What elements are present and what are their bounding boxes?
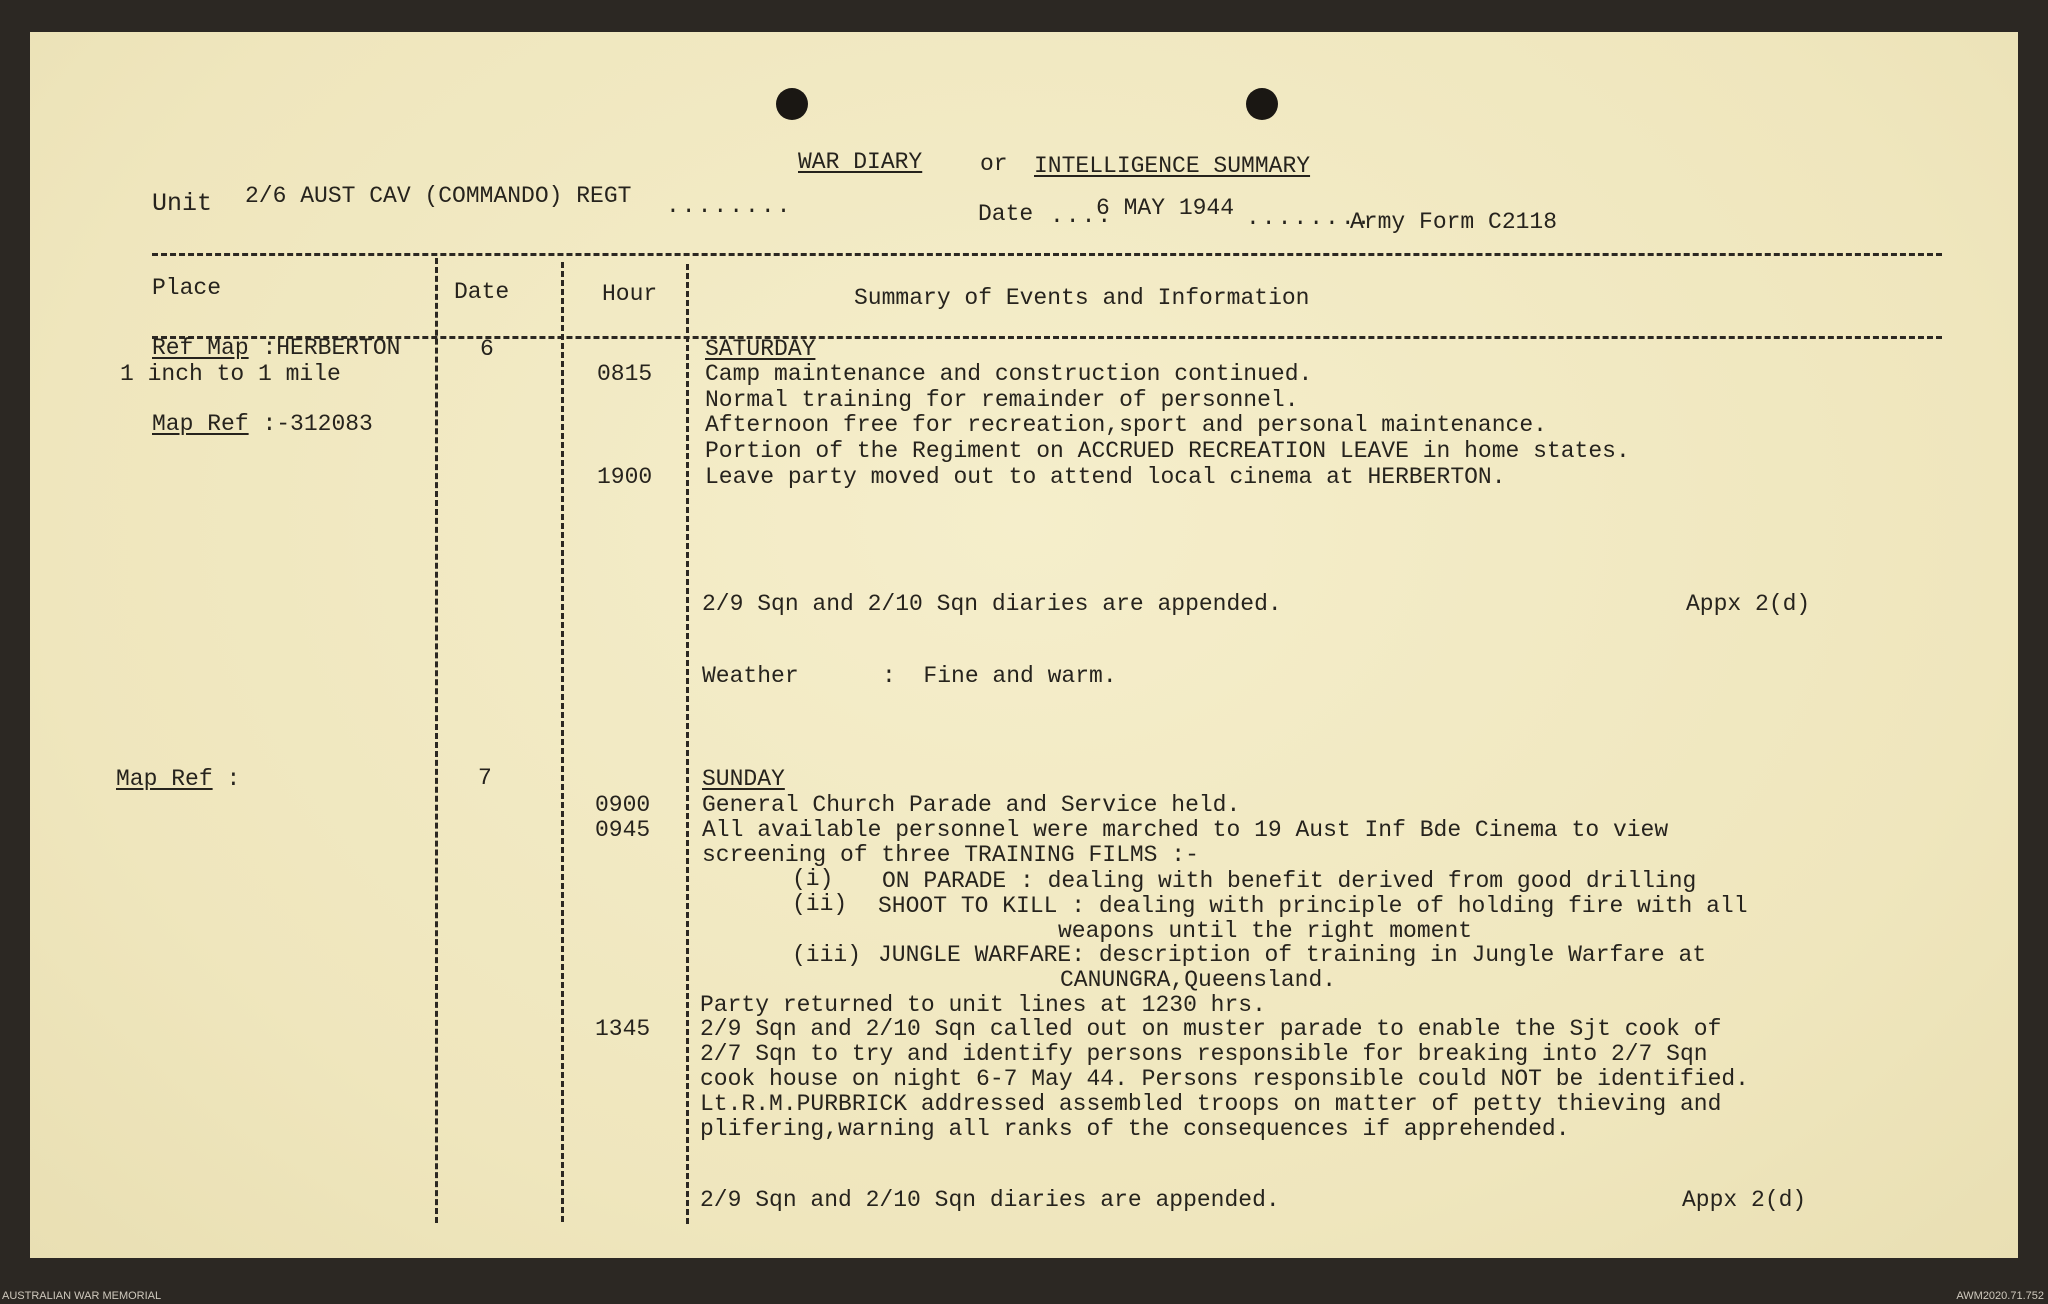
day1-map-ref-value: :-312083 <box>262 411 373 437</box>
day1-heading: SATURDAY <box>705 336 816 362</box>
day2-para-line-5: plifering,warning all ranks of the consequences if apprehended. <box>700 1116 1570 1142</box>
day1-place-ref-map <box>152 336 400 361</box>
day2-line-2: All available personnel were marched to 19 Aust Inf Bde Cinema to view <box>702 817 1669 843</box>
day2-film-2: SHOOT TO KILL : dealing with principle of holding fire with all <box>878 893 1748 919</box>
day1-diaries-note: 2/9 Sqn and 2/10 Sqn diaries are appended. <box>702 591 1282 617</box>
day2-heading: SUNDAY <box>702 766 785 792</box>
footer-archive-name: AUSTRALIAN WAR MEMORIAL <box>2 1290 162 1302</box>
day2-place-map-ref <box>116 767 240 792</box>
day1-line-1: Camp maintenance and construction continued. <box>705 361 1313 387</box>
unit-value: 2/6 AUST CAV (COMMANDO) REGT <box>245 183 632 209</box>
day2-film-3-number: (iii) <box>792 942 862 968</box>
day2-date: 7 <box>478 765 492 791</box>
day1-hour-1: 0815 <box>597 361 653 387</box>
day1-line-5: Leave party moved out to attend local cinema at HERBERTON. <box>705 464 1506 490</box>
day1-line-3: Afternoon free for recreation,sport and personal maintenance. <box>705 412 1547 438</box>
day2-film-3-continued: CANUNGRA,Queensland. <box>1060 967 1337 993</box>
day1-map-ref-label: Map Ref <box>152 411 249 437</box>
day1-place-map-ref <box>152 412 373 437</box>
day2-map-ref-label: Map Ref <box>116 766 213 792</box>
day2-film-3: JUNGLE WARFARE: description of training in Jungle Warfare at <box>878 942 1707 968</box>
day2-line-1: General Church Parade and Service held. <box>702 792 1241 818</box>
day2-para-line-2: 2/7 Sqn to try and identify persons responsible for breaking into 2/7 Sqn <box>700 1041 1708 1067</box>
day2-diaries-note: 2/9 Sqn and 2/10 Sqn diaries are appended. <box>700 1187 1280 1213</box>
day1-place-scale: 1 inch to 1 mile <box>120 361 341 387</box>
day2-hour-3: 1345 <box>595 1016 651 1042</box>
unit-dots: ........ <box>666 193 793 219</box>
day1-weather-label: Weather <box>702 663 799 689</box>
date-value: 6 MAY 1944 <box>1096 195 1235 221</box>
day2-hour-2: 0945 <box>595 817 651 843</box>
column-header-place: Place <box>152 275 222 301</box>
header-top-rule <box>152 253 1942 256</box>
day2-line-3: screening of three TRAINING FILMS :- <box>702 842 1199 868</box>
header-bottom-rule <box>152 336 1942 339</box>
footer-accession-number: AWM2020.71.752 <box>1956 1290 2044 1302</box>
day2-hour-1: 0900 <box>595 792 651 818</box>
day2-para-line-3: cook house on night 6-7 May 44. Persons responsible could NOT be identified. <box>700 1066 1749 1092</box>
punch-hole-left <box>776 88 808 120</box>
column-header-date: Date <box>454 279 510 305</box>
title-war-diary: WAR DIARY <box>798 149 923 175</box>
day1-date: 6 <box>480 336 494 362</box>
column-header-hour: Hour <box>602 281 658 307</box>
column-rule-place-date <box>435 258 438 1223</box>
day1-ref-map-value: :HERBERTON <box>262 335 401 361</box>
day2-para-line-4: Lt.R.M.PURBRICK addressed assembled troops on matter of petty thieving and <box>700 1091 1722 1117</box>
day2-para-line-1: 2/9 Sqn and 2/10 Sqn called out on muster parade to enable the Sjt cook of <box>700 1016 1722 1042</box>
day2-line-4: Party returned to unit lines at 1230 hrs. <box>700 992 1266 1018</box>
unit-label: Unit <box>152 189 213 218</box>
day2-film-2-number: (ii) <box>792 891 848 917</box>
army-form-label: Army Form C2118 <box>1350 209 1558 235</box>
column-rule-hour-summary <box>686 264 689 1224</box>
punch-hole-right <box>1246 88 1278 120</box>
day1-hour-2: 1900 <box>597 464 653 490</box>
date-label: Date <box>978 201 1034 227</box>
day2-film-2-continued: weapons until the right moment <box>1058 918 1473 944</box>
day2-map-ref-value: : <box>226 766 241 792</box>
title-intelligence-summary: INTELLIGENCE SUMMARY <box>1034 153 1311 179</box>
day1-line-4: Portion of the Regiment on ACCRUED RECREATION LEAVE in home states. <box>705 438 1630 464</box>
date-dots-before: .... <box>1050 203 1114 229</box>
column-rule-date-hour <box>561 262 564 1222</box>
column-header-summary: Summary of Events and Information <box>854 285 1310 311</box>
day1-weather-value: : Fine and warm. <box>882 663 1117 689</box>
day2-appendix: Appx 2(d) <box>1682 1187 1807 1213</box>
day2-film-1: ON PARADE : dealing with benefit derived from good drilling <box>882 868 1697 894</box>
day2-film-1-number: (i) <box>792 866 834 892</box>
day1-ref-map-label: Ref Map <box>152 335 249 361</box>
day1-appendix: Appx 2(d) <box>1686 591 1811 617</box>
document-page <box>30 32 2018 1258</box>
date-dots-after: ........ <box>1246 205 1373 231</box>
title-or: or <box>980 151 1008 177</box>
day1-line-2: Normal training for remainder of personnel. <box>705 387 1299 413</box>
